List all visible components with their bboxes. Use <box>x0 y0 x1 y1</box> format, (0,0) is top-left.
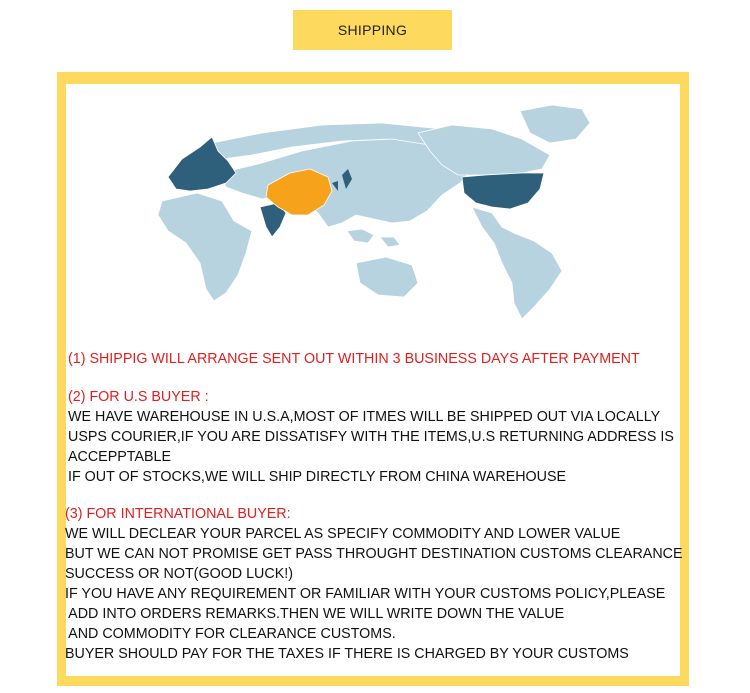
intl-buyer-title: (3) FOR INTERNATIONAL BUYER: <box>65 506 291 522</box>
us-buyer-line: ACCEPPTABLE <box>68 449 172 465</box>
intl-buyer-line: ADD INTO ORDERS REMARKS.THEN WE WILL WRITE DOWN THE VALUE <box>65 606 565 622</box>
intl-buyer-line: BUT WE CAN NOT PROMISE GET PASS THROUGHT DESTINATION CUSTOMS CLEARANCE <box>65 546 683 562</box>
us-buyer-line: USPS COURIER,IF YOU ARE DISSATISFY WITH THE ITEMS,U.S RETURNING ADDRESS IS <box>68 429 674 445</box>
us-buyer-title: (2) FOR U.S BUYER : <box>68 389 209 405</box>
intl-buyer-line: WE WILL DECLEAR YOUR PARCEL AS SPECIFY COMMODITY AND LOWER VALUE <box>65 526 621 542</box>
shipping-note-1: (1) SHIPPIG WILL ARRANGE SENT OUT WITHIN 3 BUSINESS DAYS AFTER PAYMENT <box>68 351 640 367</box>
intl-buyer-line: BUYER SHOULD PAY FOR THE TAXES IF THERE IS CHARGED BY YOUR CUSTOMS <box>65 646 629 662</box>
shipping-title: SHIPPING <box>337 22 408 38</box>
world-map-image <box>142 103 602 325</box>
intl-buyer-line: AND COMMODITY FOR CLEARANCE CUSTOMS. <box>65 626 396 642</box>
us-buyer-line: IF OUT OF STOCKS,WE WILL SHIP DIRECTLY FROM CHINA WAREHOUSE <box>68 469 567 485</box>
intl-buyer-line: SUCCESS OR NOT(GOOD LUCK!) <box>65 566 293 582</box>
intl-buyer-line: IF YOU HAVE ANY REQUIREMENT OR FAMILIAR WITH YOUR CUSTOMS POLICY,PLEASE <box>65 586 666 602</box>
shipping-tab <box>293 10 452 50</box>
us-buyer-line: WE HAVE WAREHOUSE IN U.S.A,MOST OF ITMES WILL BE SHIPPED OUT VIA LOCALLY <box>68 409 661 425</box>
